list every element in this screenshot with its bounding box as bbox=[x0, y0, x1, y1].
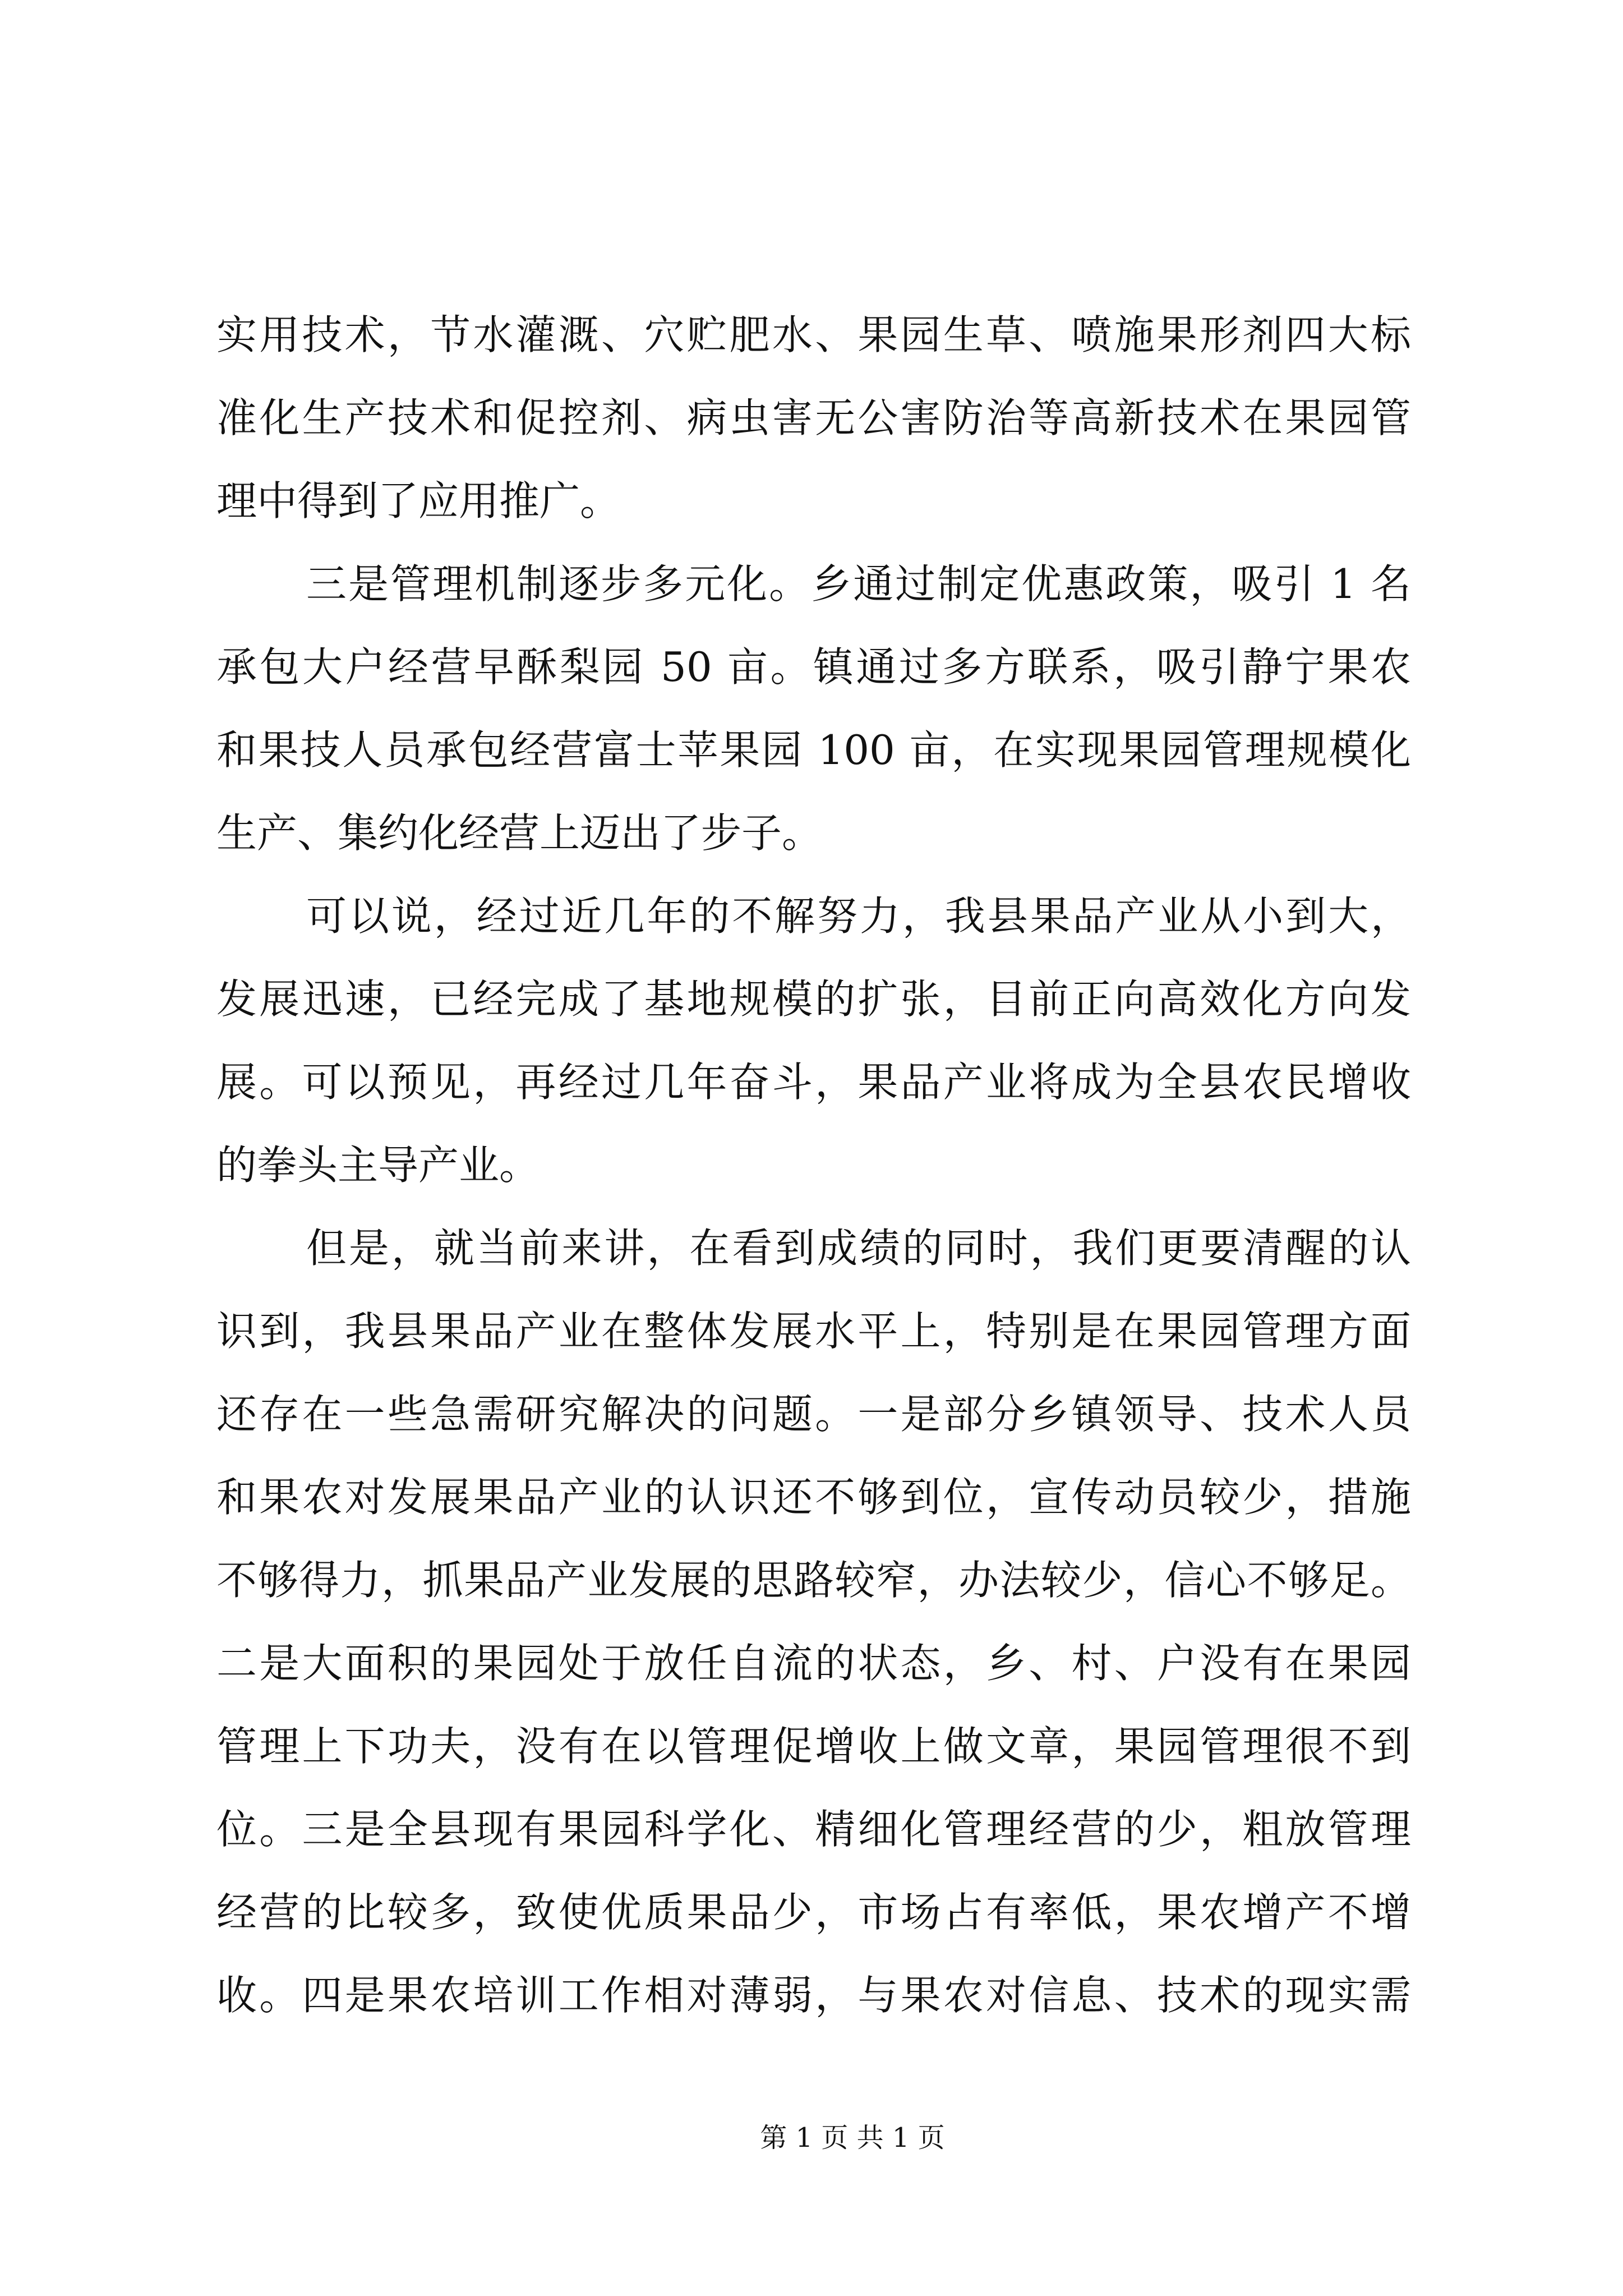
paragraph bbox=[216, 1207, 1411, 2037]
text-line: 不够得力，抓果品产业发展的思路较窄，办法较少，信心不够足。 bbox=[216, 1557, 1411, 1604]
paragraph bbox=[216, 542, 1411, 875]
text-line: 和果农对发展果品产业的认识还不够到位，宣传动员较少，措施 bbox=[216, 1474, 1411, 1521]
text-line: 发展迅速，已经完成了基地规模的扩张，目前正向高效化方向发 bbox=[216, 976, 1411, 1023]
text-line: 生产、集约化经营上迈出了步子。 bbox=[216, 809, 823, 857]
text-line: 还存在一些急需研究解决的问题。一是部分乡镇领导、技术人员 bbox=[216, 1391, 1411, 1438]
text-line: 但是，就当前来讲，在看到成绩的同时，我们更要清醒的认 bbox=[306, 1225, 1411, 1272]
text-line: 展。可以预见，再经过几年奋斗，果品产业将成为全县农民增收 bbox=[216, 1059, 1411, 1106]
text-line: 承包大户经营早酥梨园 50 亩。镇通过多方联系，吸引静宁果农 bbox=[216, 643, 1411, 691]
document-body bbox=[216, 293, 1411, 2037]
text-line: 准化生产技术和促控剂、病虫害无公害防治等高新技术在果园管 bbox=[216, 394, 1411, 441]
paragraph bbox=[216, 875, 1411, 1207]
text-line: 实用技术，节水灌溉、穴贮肥水、果园生草、喷施果形剂四大标 bbox=[216, 311, 1411, 358]
text-line: 管理上下功夫，没有在以管理促增收上做文章，果园管理很不到 bbox=[216, 1723, 1411, 1770]
text-line: 和果技人员承包经营富士苹果园 100 亩，在实现果园管理规模化 bbox=[216, 726, 1411, 774]
page-footer: 第 1 页 共 1 页 bbox=[760, 2122, 945, 2154]
text-line: 可以说，经过近几年的不解努力，我县果品产业从小到大， bbox=[306, 892, 1411, 940]
text-line: 的拳头主导产业。 bbox=[216, 1142, 540, 1189]
text-line: 位。三是全县现有果园科学化、精细化管理经营的少，粗放管理 bbox=[216, 1806, 1411, 1853]
text-line: 收。四是果农培训工作相对薄弱，与果农对信息、技术的现实需 bbox=[216, 1972, 1411, 2019]
text-line: 识到，我县果品产业在整体发展水平上，特别是在果园管理方面 bbox=[216, 1308, 1411, 1355]
text-line: 理中得到了应用推广。 bbox=[216, 477, 621, 524]
text-line: 二是大面积的果园处于放任自流的状态，乡、村、户没有在果园 bbox=[216, 1640, 1411, 1687]
paragraph bbox=[216, 293, 1411, 542]
text-line: 三是管理机制逐步多元化。乡通过制定优惠政策，吸引 1 名 bbox=[306, 560, 1411, 608]
text-line: 经营的比较多，致使优质果品少，市场占有率低，果农增产不增 bbox=[216, 1889, 1411, 1936]
